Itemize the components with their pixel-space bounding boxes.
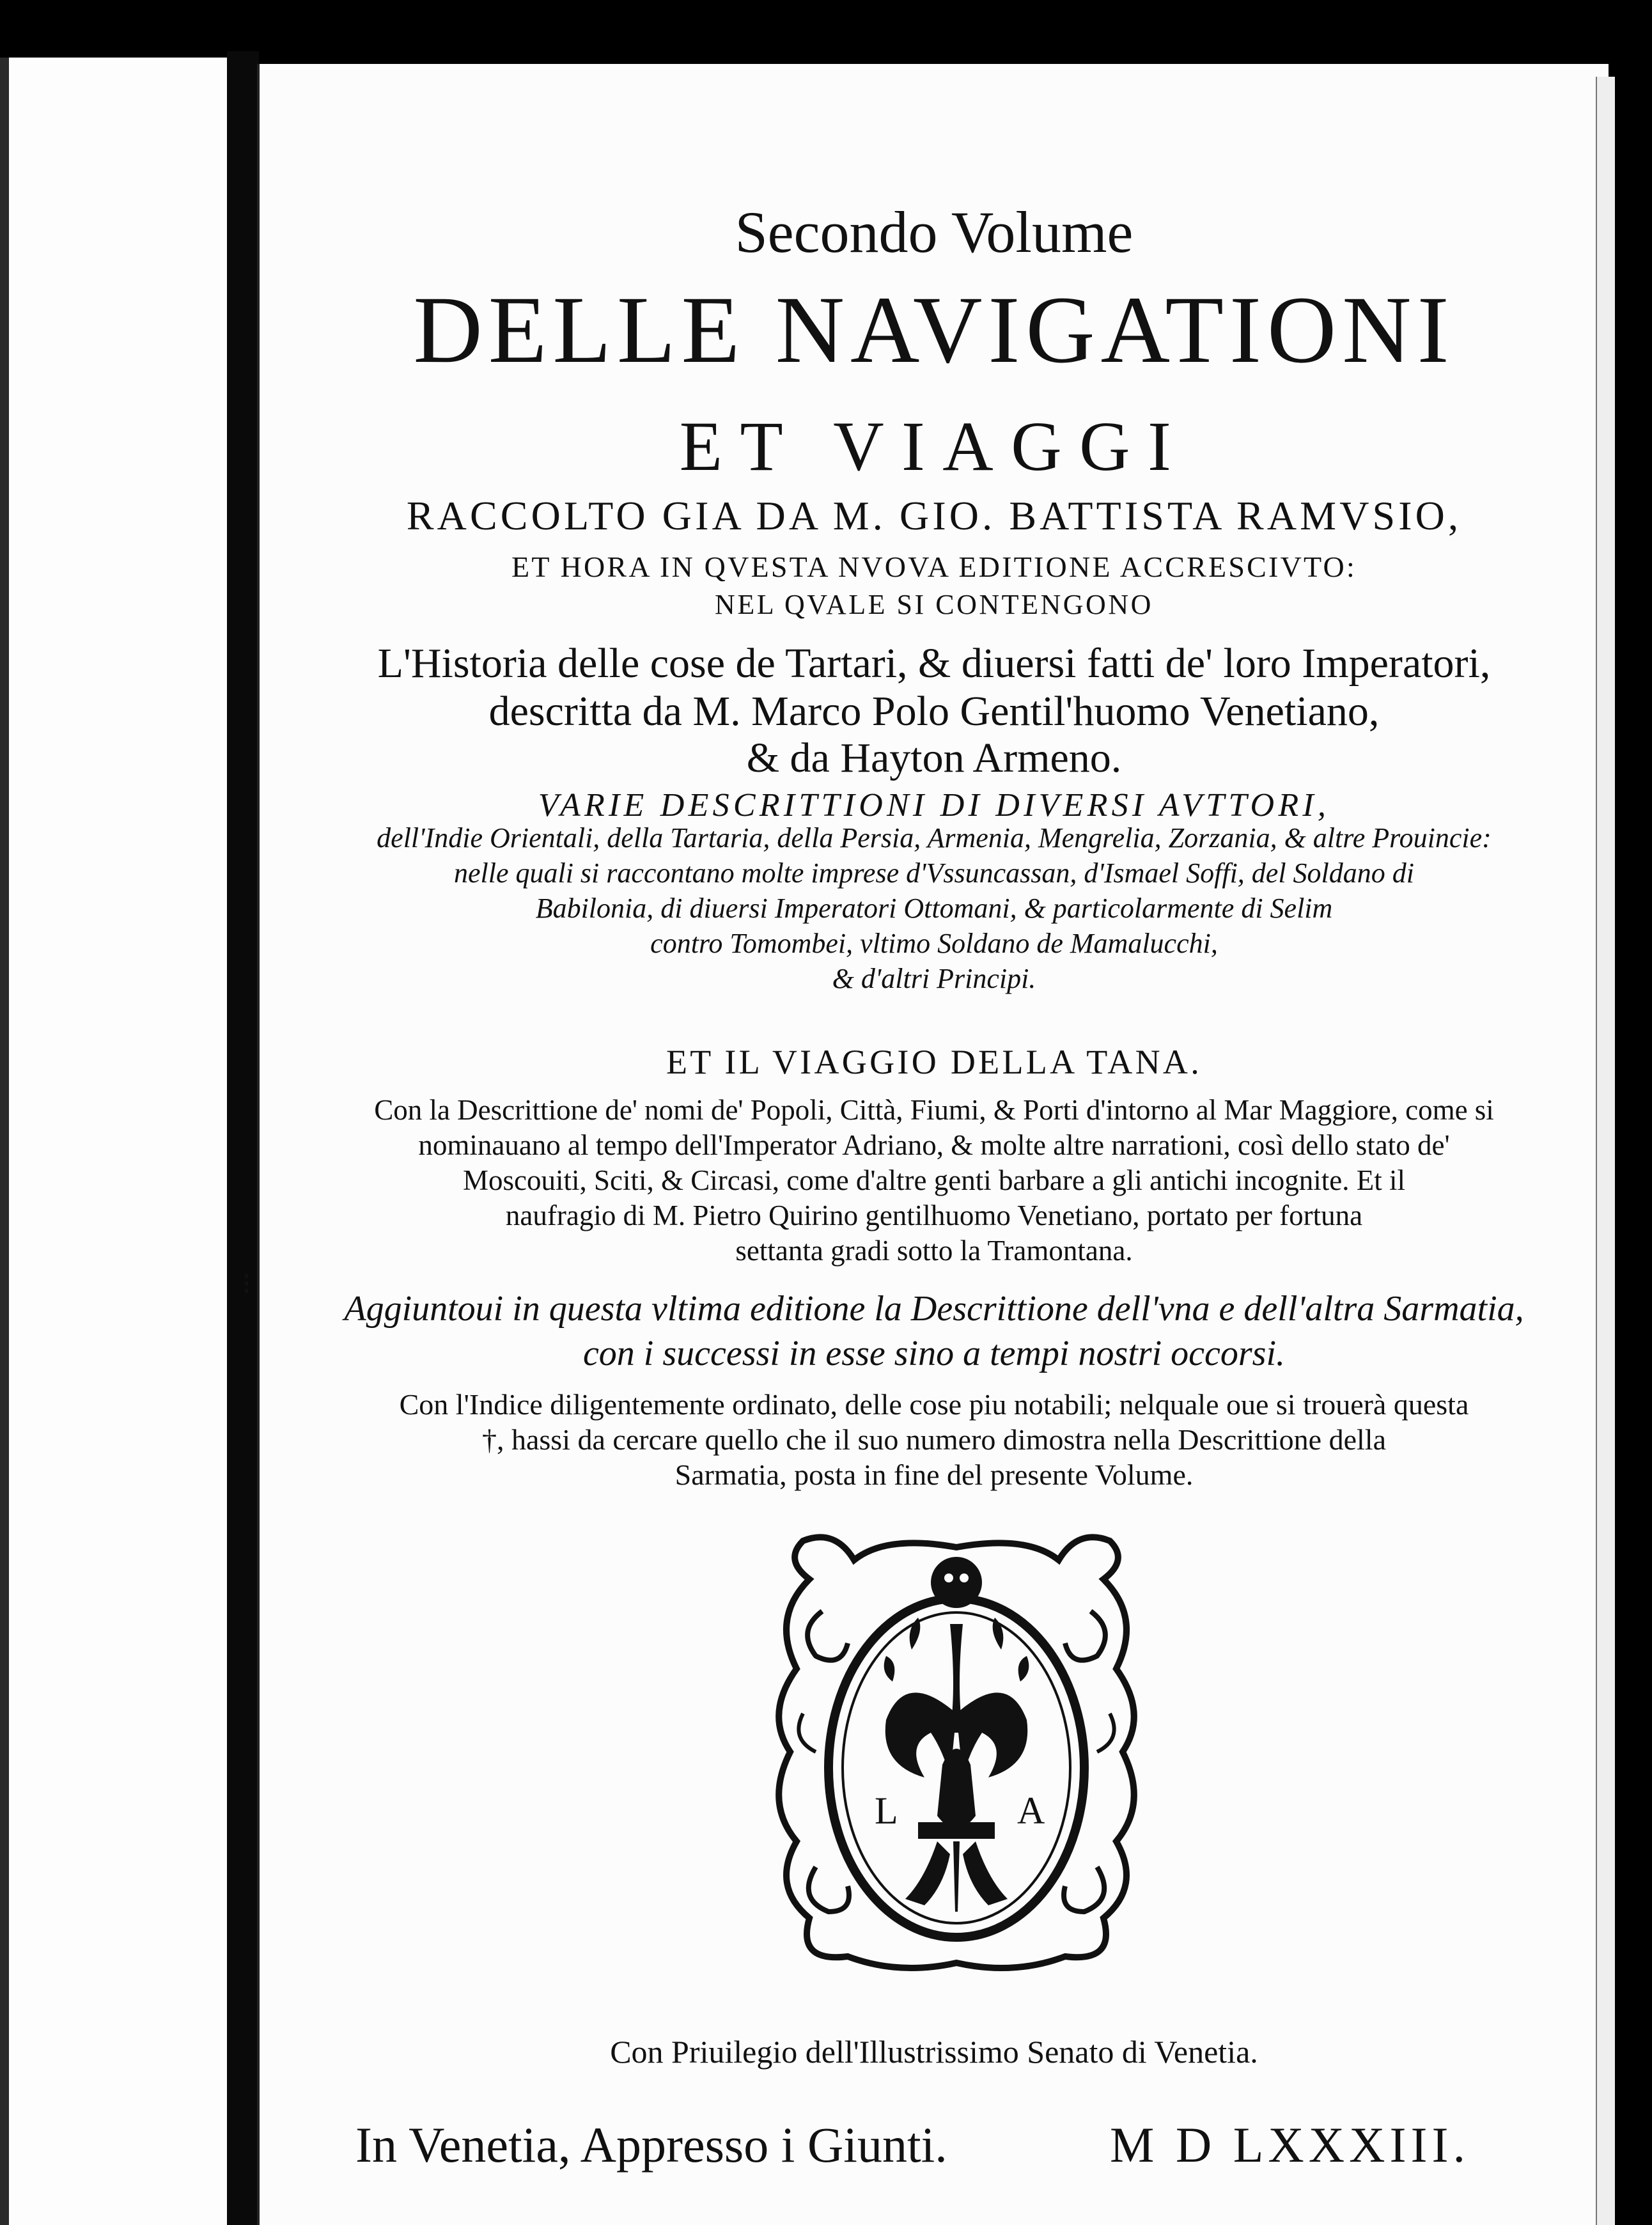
emblem-letter-l: L [875, 1790, 898, 1832]
description-line-4: naufragio di M. Pietro Quirino gentilhuomo Venetiano, portato per fortuna [505, 1199, 1363, 1231]
italic-line-1: dell'Indie Orientali, della Tartaria, della Persia, Armenia, Mengrelia, Zorzania, & altre Prouincie: [377, 822, 1492, 854]
main-title-line-2: ET VIAGGI [679, 407, 1189, 485]
historia-line-2: descritta da M. Marco Polo Gentil'huomo Venetiano, [488, 688, 1380, 735]
historia-line-1: L'Historia delle cose de Tartari, & diuersi fatti de' loro Imperatori, [377, 640, 1491, 687]
main-title-line-1: DELLE NAVIGATIONI [413, 277, 1455, 383]
contents-intro-line: NEL QVALE SI CONTENGONO [715, 589, 1153, 620]
edition-line: ET HORA IN QVESTA NVOVA EDITIONE ACCRESCIVTO: [511, 550, 1357, 583]
printers-device-emblem [758, 1522, 1155, 1982]
description-line-3: Moscouiti, Sciti, & Circasi, come d'altre genti barbare a gli antichi incognite. Et il [463, 1164, 1405, 1196]
volume-heading: Secondo Volume [735, 199, 1134, 265]
varie-heading: VARIE DESCRITTIONI DI DIVERSI AVTTORI, [538, 787, 1330, 824]
imprint-line: In Venetia, Appresso i Giunti. [355, 2117, 947, 2173]
index-line-1: Con l'Indice diligentemente ordinato, delle cose piu notabili; nelquale oue si trouerà questa [399, 1388, 1469, 1421]
left-facing-page [0, 58, 229, 2225]
left-page-edge [0, 58, 9, 2225]
addition-line-1: Aggiuntoui in questa vltima editione la Descrittione dell'vna e dell'altra Sarmatia, [344, 1289, 1524, 1329]
tana-heading: ET IL VIAGGIO DELLA TANA. [666, 1043, 1203, 1081]
historia-line-3: & da Hayton Armeno. [746, 735, 1122, 781]
description-line-2: nominauano al tempo dell'Imperator Adriano, & molte altre narrationi, così dello stato de' [418, 1129, 1450, 1161]
compiler-line: RACCOLTO GIA DA M. GIO. BATTISTA RAMVSIO, [406, 493, 1462, 538]
italic-line-5: & d'altri Principi. [832, 963, 1036, 994]
privilege-line: Con Priuilegio dell'Illustrissimo Senato di Venetia. [610, 2034, 1258, 2070]
italic-line-3: Babilonia, di diuersi Imperatori Ottomani, & particolarmente di Selim [535, 893, 1333, 924]
title-page [242, 64, 1609, 2225]
emblem-letter-a: A [1017, 1790, 1045, 1832]
italic-line-4: contro Tomombei, vltimo Soldano de Mamalucchi, [650, 928, 1218, 959]
book-gutter [227, 51, 259, 2225]
publication-year: M D LXXXIII. [1110, 2117, 1470, 2173]
margin-mark: ⁝ [242, 1266, 252, 1302]
index-line-2: †, hassi da cercare quello che il suo numero dimostra nella Descrittione della [481, 1423, 1386, 1456]
italic-line-2: nelle quali si raccontano molte imprese d'Vssuncassan, d'Ismael Soffi, del Soldano di [453, 857, 1415, 889]
description-line-5: settanta gradi sotto la Tramontana. [735, 1235, 1133, 1267]
description-line-1: Con la Descrittione de' nomi de' Popoli, Città, Fiumi, & Porti d'intorno al Mar Maggiore, come si [374, 1094, 1494, 1126]
addition-line-2: con i successi in esse sino a tempi nostri occorsi. [582, 1334, 1286, 1373]
index-line-3: Sarmatia, posta in fine del presente Volume. [674, 1458, 1194, 1491]
